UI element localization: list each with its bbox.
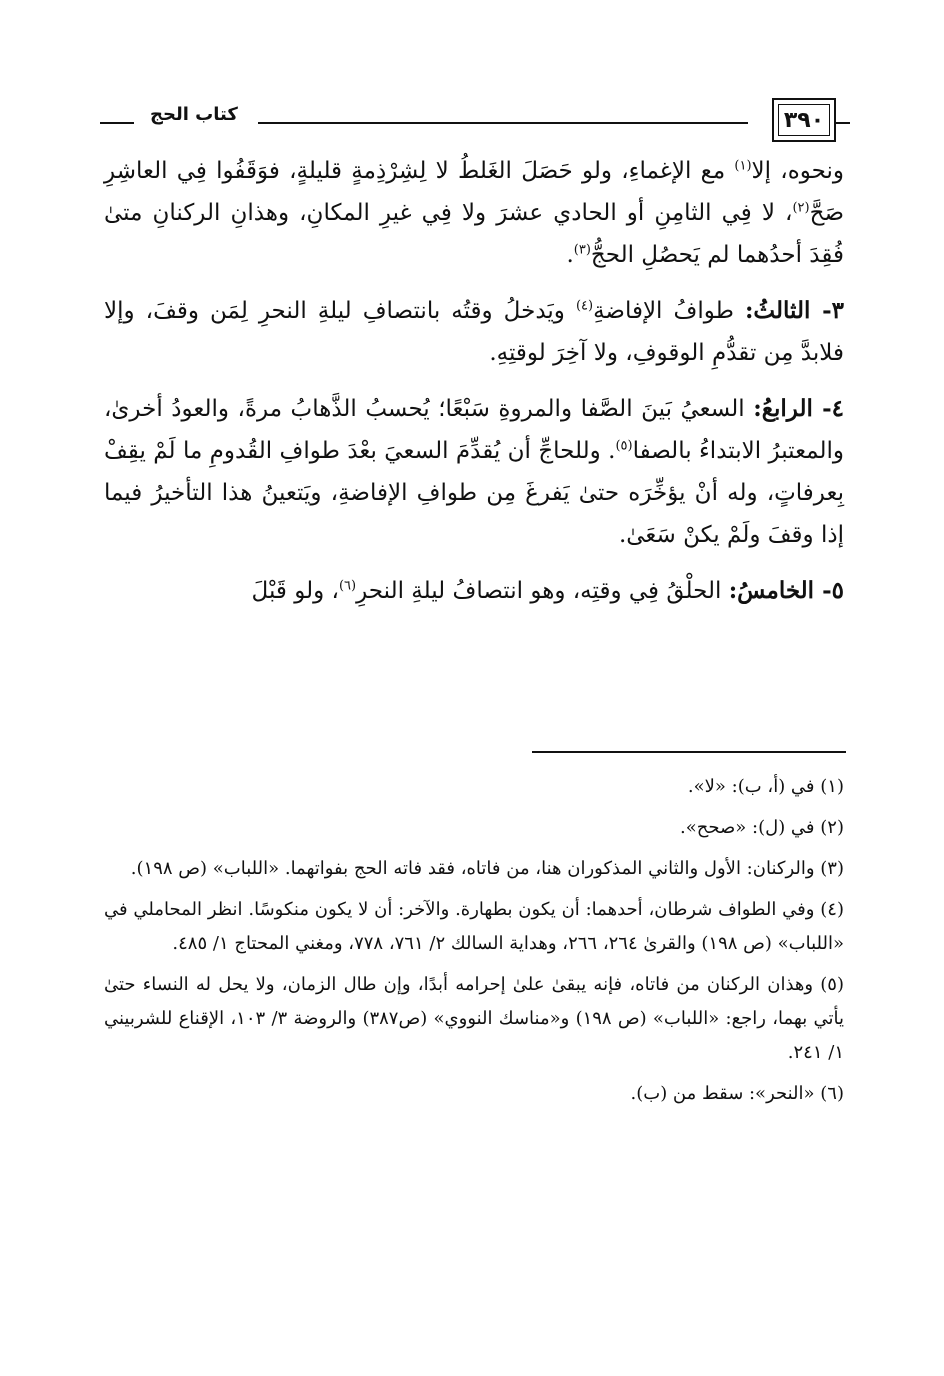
footnote-ref-5[interactable]: (٥) (615, 438, 633, 454)
paragraph-4 (104, 570, 844, 612)
header-rule-left (100, 122, 134, 124)
footnote-ref-1[interactable]: (١) (734, 158, 752, 174)
paragraph-1 (104, 150, 844, 276)
footnote-ref-3[interactable]: (٣) (573, 242, 591, 258)
text-run: الحلْقُ فِي وقتِه، وهو انتصافُ ليلةِ النحرِ (356, 578, 729, 604)
text-run: طوافُ الإفاضةِ (593, 298, 745, 324)
page-number: ٣٩٠ (783, 107, 825, 133)
text-run: السعيُ بَينَ الصَّفا والمروةِ سَبْعًا؛ يُحسبُ الذَّهابُ مرةً، والعودُ أخرىٰ، والمعتبرُ الابتداءُ بالصفا (104, 396, 844, 464)
header-rule-right (834, 122, 850, 124)
footnote-2: (٢) في (ل): «صحح». (680, 817, 844, 838)
book-title: كتاب الحج (144, 104, 244, 125)
main-text (104, 150, 844, 626)
page-number-box (772, 98, 836, 142)
footnote-ref-2[interactable]: (٢) (792, 200, 810, 216)
paragraph-lead: ٣- الثالثُ: (744, 297, 845, 324)
footnote-ref-4[interactable]: (٤) (575, 298, 594, 314)
text-run: . وللحاجِّ أن يُقدِّمَ السعيَ بعْدَ طوافِ القُدومِ ما لَمْ يقِفْ بِعرفاتٍ، وله أنْ يؤخِّرَه حتىٰ يَفرغَ مِن طوافِ الإفاضةِ، ويَتعينُ هذا التأخيرُ فيما إذا وقفَ ولَمْ يكنْ سَعَىٰ. (104, 438, 844, 548)
footnote-6: (٦) «النحر»: سقط من (ب). (630, 1083, 844, 1104)
text-run: ونحوه، إلا (751, 158, 844, 184)
paragraph-lead: ٥- الخامسُ: (728, 577, 844, 604)
footnote-1: (١) في (أ، ب): «لا». (687, 776, 844, 797)
footnotes (104, 770, 844, 1118)
page-header (100, 96, 850, 146)
footnote-ref-6[interactable]: (٦) (338, 578, 357, 594)
text-run: ، ولو قَبْلَ (251, 578, 339, 604)
footnote-3: (٣) والركنان: الأول والثاني المذكوران هنا، من فاتاه، فقد فاته الحج بفواتهما. «اللباب» (ص ١٩٨). (130, 858, 844, 879)
paragraph-2 (104, 290, 844, 374)
header-rule-middle (258, 122, 748, 124)
text-run: ويَدخلُ وقتُه بانتصافِ ليلةِ النحرِ لِمَن وقفَ، وإلا فلابدَّ مِن تقدُّمِ الوقوفِ، ولا آخِرَ لوقتِهِ. (104, 298, 844, 366)
footnote-5: (٥) وهذان الركنان من فاتاه، فإنه يبقىٰ علىٰ إحرامه أبدًا، وإن طال الزمان، ولا يحل له النساء حتىٰ يأتي بهما، راجع: «اللباب» (ص ١٩٨) و«مناسك النووي» (ص٣٨٧) والروضة ٣/ ١٠٣، الإقناع للشربيني ١/ ٢٤١. (104, 974, 844, 1063)
paragraph-lead: ٤- الرابعُ: (753, 395, 844, 422)
text-run: ، لا فِي الثامِنِ أو الحادي عشرَ ولا فِي غيرِ المكانِ، وهذانِ الركنانِ متىٰ فُقِدَ أحدُهما لم يَحصُلِ الحجُّ (104, 200, 844, 268)
text-run: . (566, 242, 574, 268)
footnote-4: (٤) وفي الطواف شرطان، أحدهما: أن يكون بطهارة. والآخر: أن لا يكون منكوسًا. انظر المحاملي في «اللباب» (ص ١٩٨) والقرىٰ ٢٦٤، ٢٦٦، وهداية السالك ٢/ ٧٦١، ٧٧٨، ومغني المحتاج ١/ ٤٨٥. (104, 899, 844, 954)
footnote-separator (532, 751, 846, 753)
paragraph-3 (104, 388, 844, 556)
text-run: مع الإغماءِ، ولو حَصَلَ الغَلطُ لا لِشِرْذِمةٍ قليلةٍ، فوَقَفُوا فِي العاشِرِ صَحَّ (104, 158, 844, 226)
